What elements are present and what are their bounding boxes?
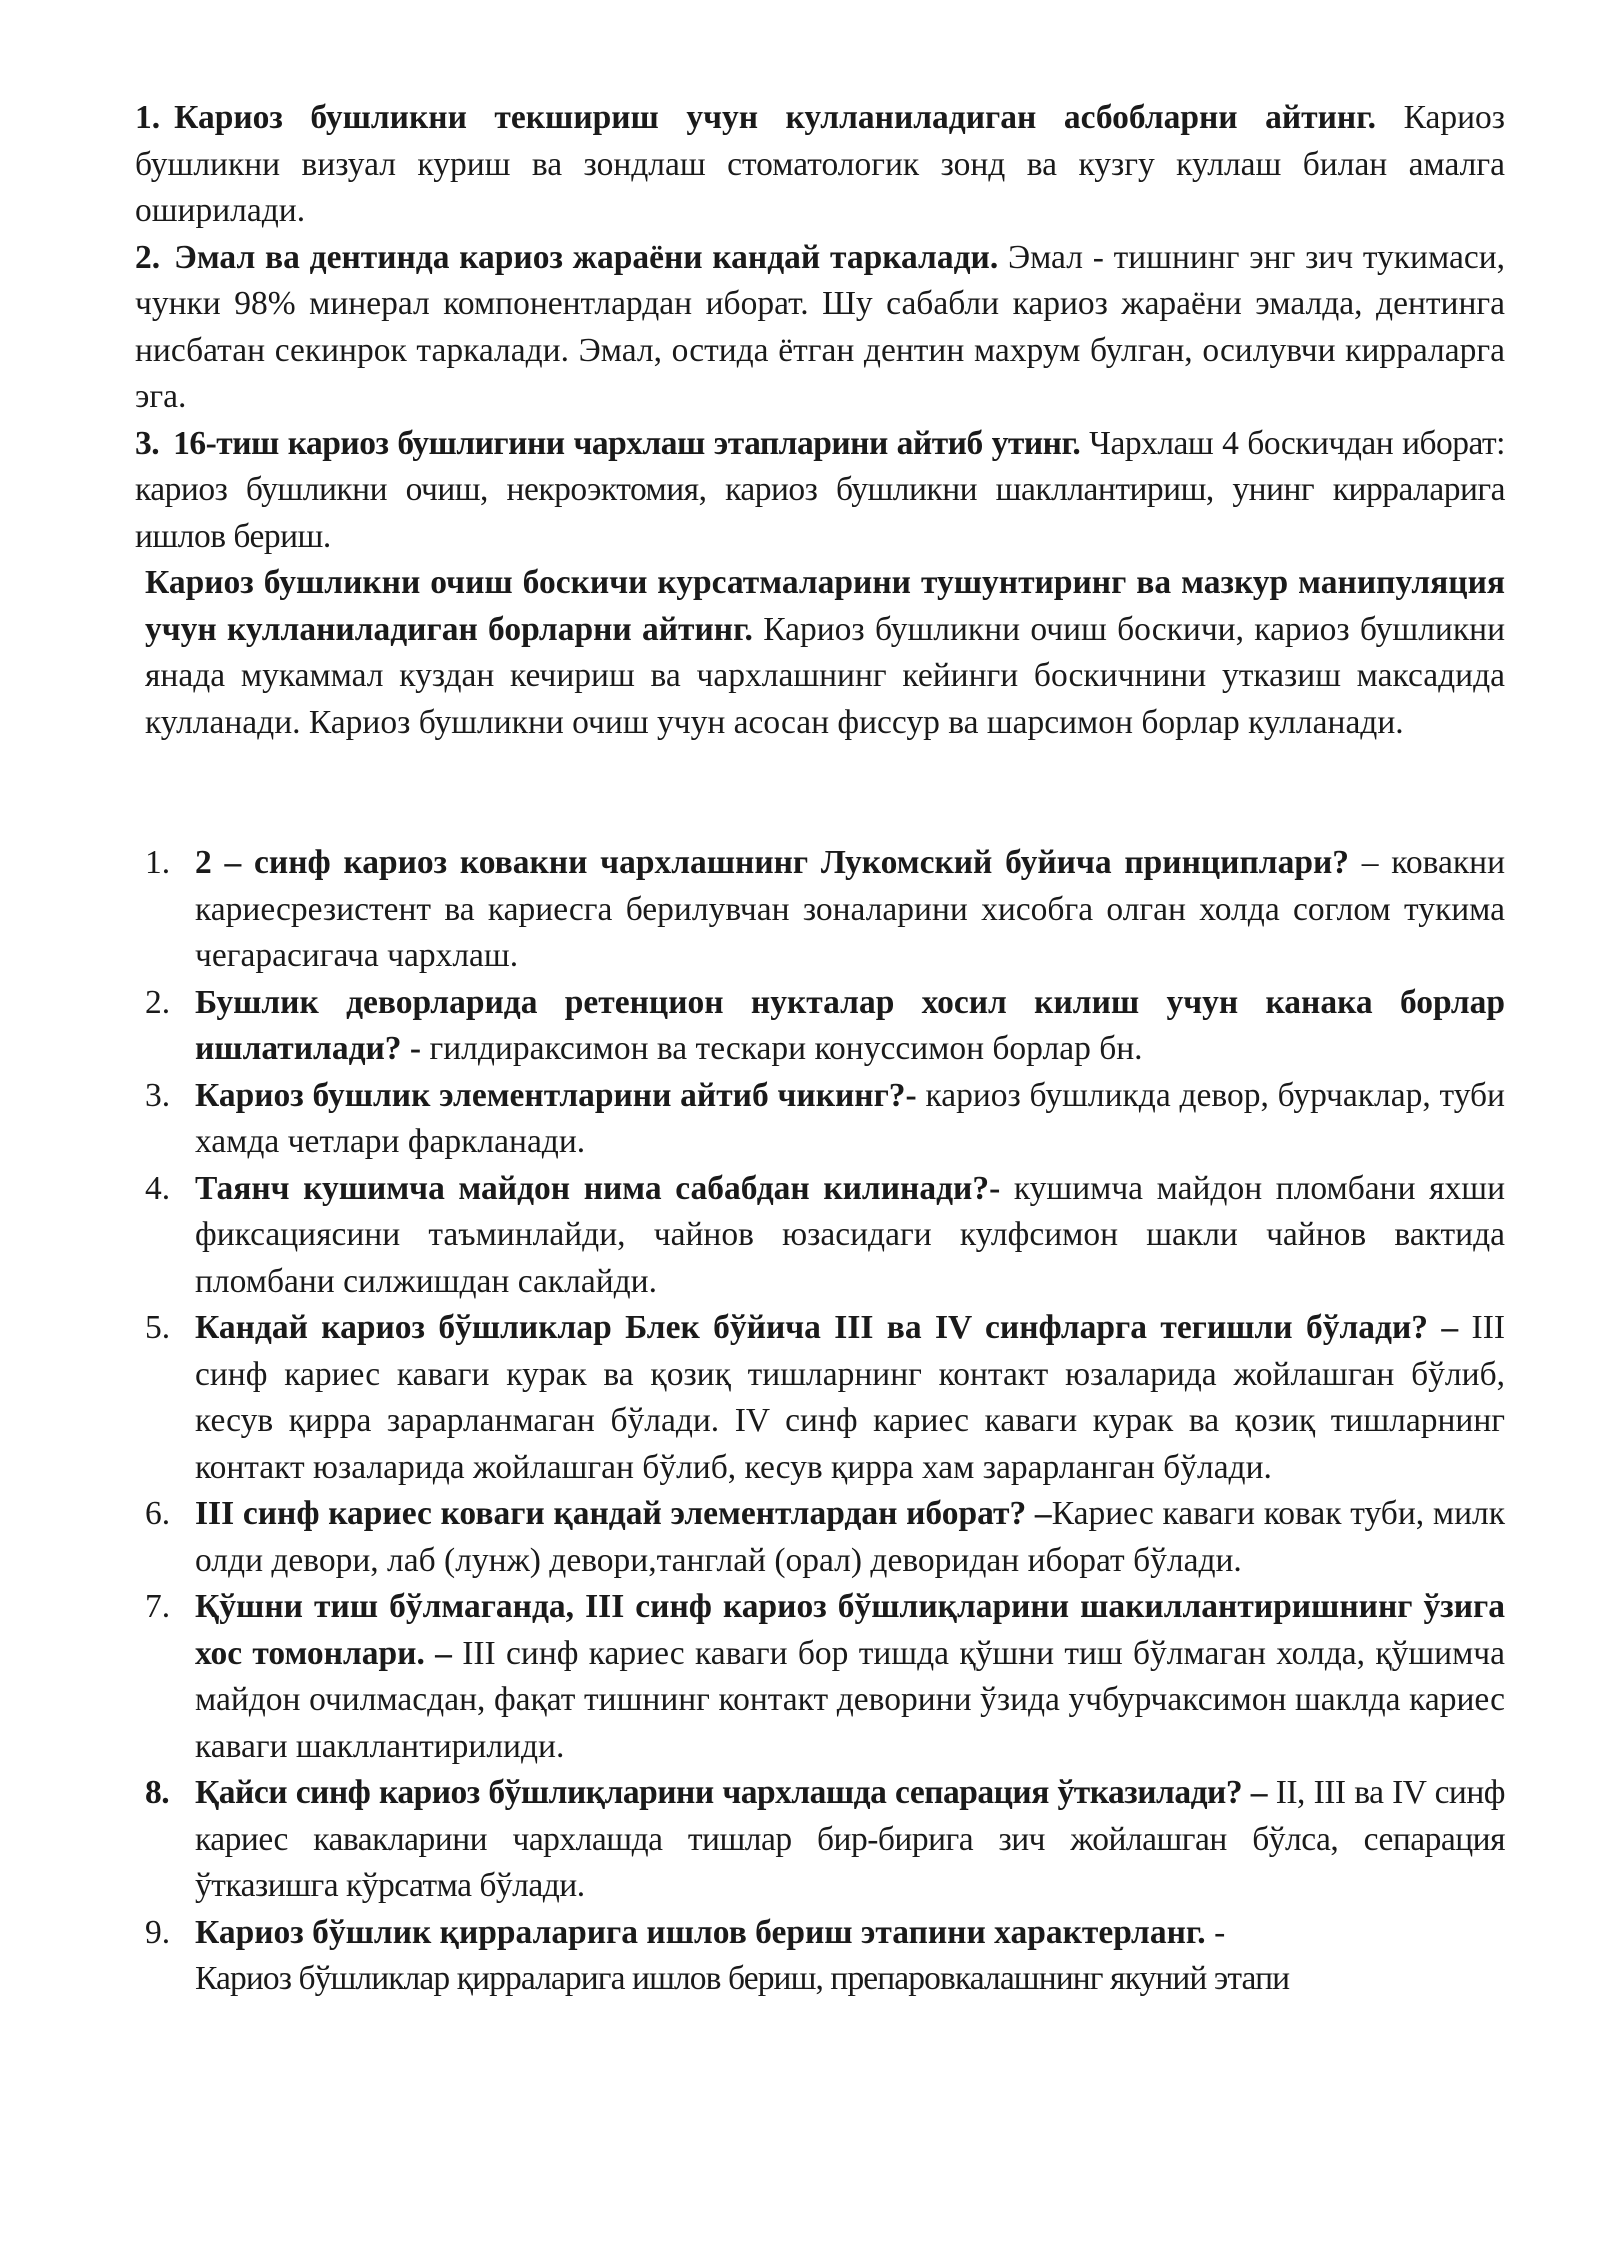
list-item-7 xyxy=(135,1584,1505,1770)
list-item-5 xyxy=(135,1305,1505,1491)
question-text: Бушлик деворларида ретенцион нукталар хосил килиш учун канака борлар ишлатилади? - xyxy=(195,983,1505,1067)
list-item-4 xyxy=(135,1166,1505,1306)
question-text: III синф кариес коваги қандай элементлардан иборат? – xyxy=(195,1495,1052,1532)
list-number: 6. xyxy=(145,1495,171,1532)
question-number: 1. xyxy=(135,99,161,136)
list-item-2 xyxy=(135,980,1505,1073)
answer-text: III синф кариес каваги бор тишда қўшни тиш бўлмаган холда, қўшимча майдон очилмасдан, фақат тишнинг контакт деворини ўзида учбурчаксимон шаклда кариес каваги шакллантирилиди. xyxy=(195,1634,1505,1765)
question-number: 2. xyxy=(135,238,161,276)
question-text: Эмал ва дентинда кариоз жараёни кандай таркалади. xyxy=(174,238,999,276)
answer-text: - xyxy=(1205,1913,1226,1951)
question-text: 16-тиш кариоз бушлигини чархлаш этапларини айтиб утинг. xyxy=(173,424,1081,462)
list-item-1 xyxy=(135,840,1505,980)
answer-text: – ковакни кариесрезистент ва кариесга берилувчан зоналарини хисобга олган холда соглом тукима чегарасигача чархлаш. xyxy=(195,844,1505,974)
answer-text: II, III ва IV синф кариес кавакларини чархлашда тишлар бир-бирига зич жойлашган бўлса, сепарация ўтказишга кўрсатма бўлади. xyxy=(195,1774,1505,1904)
question-text: Таянч кушимча майдон нима сабабдан килинади?- xyxy=(195,1169,1001,1207)
question-block-1 xyxy=(135,95,1505,235)
list-item-8 xyxy=(135,1770,1505,1910)
question-text: Кариоз бушликни очиш боскичи курсатмаларини тушунтиринг ва мазкур манипуляция учун кулланиладиган борларни айтинг. xyxy=(145,564,1505,648)
answer-text: Чархлаш 4 боскичдан иборат: кариоз бушликни очиш, некроэктомия, кариоз бушликни шакллантириш, унинг кирраларига ишлов бериш. xyxy=(135,424,1505,555)
question-block-4 xyxy=(145,560,1505,746)
question-text: Кариоз бушлик элементларини айтиб чикинг?- xyxy=(195,1076,917,1114)
question-text: Кариоз бушликни текшириш учун кулланиладиган асбобларни айтинг. xyxy=(174,99,1377,136)
questions-section-2 xyxy=(135,840,1505,2003)
list-number: 7. xyxy=(145,1588,171,1625)
answer-text: III синф кариес каваги курак ва қозиқ тишларнинг контакт юзаларида жойлашган бўлиб, кесув қирра зарарланмаган бўлади. IV синф кариес каваги курак ва қозиқ тишларнинг контакт юзаларида жойлашган бўлиб, кесув қирра хам зарарланган бўлади. xyxy=(195,1309,1506,1486)
answer-text: Кариес каваги ковак туби, милк олди девори, лаб (лунж) девори,танглай (орал) деворидан иборат бўлади. xyxy=(195,1495,1505,1579)
question-block-3 xyxy=(135,421,1505,561)
question-text: Кариоз бўшлик қирраларига ишлов бериш этапини характерланг. xyxy=(195,1913,1206,1951)
question-number: 3. xyxy=(135,424,160,462)
list-number: 2. xyxy=(145,983,171,1021)
answer-text: кушимча майдон пломбани яхши фиксациясини таъминлайди, чайнов юзасидаги кулфсимон шакли чайнов вактида пломбани силжишдан саклайди. xyxy=(195,1169,1505,1300)
question-text: 2 – синф кариоз ковакни чархлашнинг Лукомский буйича принциплари? xyxy=(195,844,1350,881)
list-item-9 xyxy=(135,1910,1505,2003)
question-text: Кандай кариоз бўшликлар Блек бўйича III ва IV синфларга тегишли бўлади? – xyxy=(195,1309,1459,1346)
list-number: 8. xyxy=(145,1774,170,1811)
question-text: Қўшни тиш бўлмаганда, III синф кариоз бўшлиқларини шакиллантиришнинг ўзига хос томонлари. – xyxy=(195,1588,1505,1672)
answer-text-continued: Кариоз бўшликлар қирраларига ишлов бериш, препаровкалашнинг якуний этапи xyxy=(195,1960,1290,1997)
answer-text: Кариоз бушликни визуал куриш ва зондлаш стоматологик зонд ва кузгу куллаш билан амалга оширилади. xyxy=(135,99,1505,229)
answer-text: Эмал - тишнинг энг зич тукимаси, чунки 98% минерал компонентлардан иборат. Шу сабабли кариоз жараёни эмалда, дентинга нисбатан секинрок таркалади. Эмал, остида ётган дентин махрум булган, осилувчи кирраларга эга. xyxy=(135,238,1505,415)
list-item-6 xyxy=(135,1491,1505,1584)
list-item-3 xyxy=(135,1073,1505,1166)
answer-text: Кариоз бушликни очиш боскичи, кариоз бушликни янада мукаммал куздан кечириш ва чархлашнинг кейинги боскичнини утказиш максадида кулланади. Кариоз бушликни очиш учун асосан фиссур ва шарсимон борлар кулланади. xyxy=(145,610,1505,741)
question-text: Қайси синф кариоз бўшлиқларини чархлашда сепарация ўтказилади? – xyxy=(195,1774,1268,1811)
list-number: 1. xyxy=(145,844,171,881)
answer-text: кариоз бушликда девор, бурчаклар, туби хамда четлари фаркланади. xyxy=(195,1076,1505,1160)
answer-text: гилдираксимон ва тескари конуссимон борлар бн. xyxy=(421,1030,1143,1067)
list-number: 4. xyxy=(145,1169,171,1207)
list-number: 9. xyxy=(145,1913,171,1951)
list-number: 3. xyxy=(145,1076,171,1114)
questions-section-1 xyxy=(135,95,1505,746)
list-number: 5. xyxy=(145,1309,171,1346)
question-block-2 xyxy=(135,235,1505,421)
